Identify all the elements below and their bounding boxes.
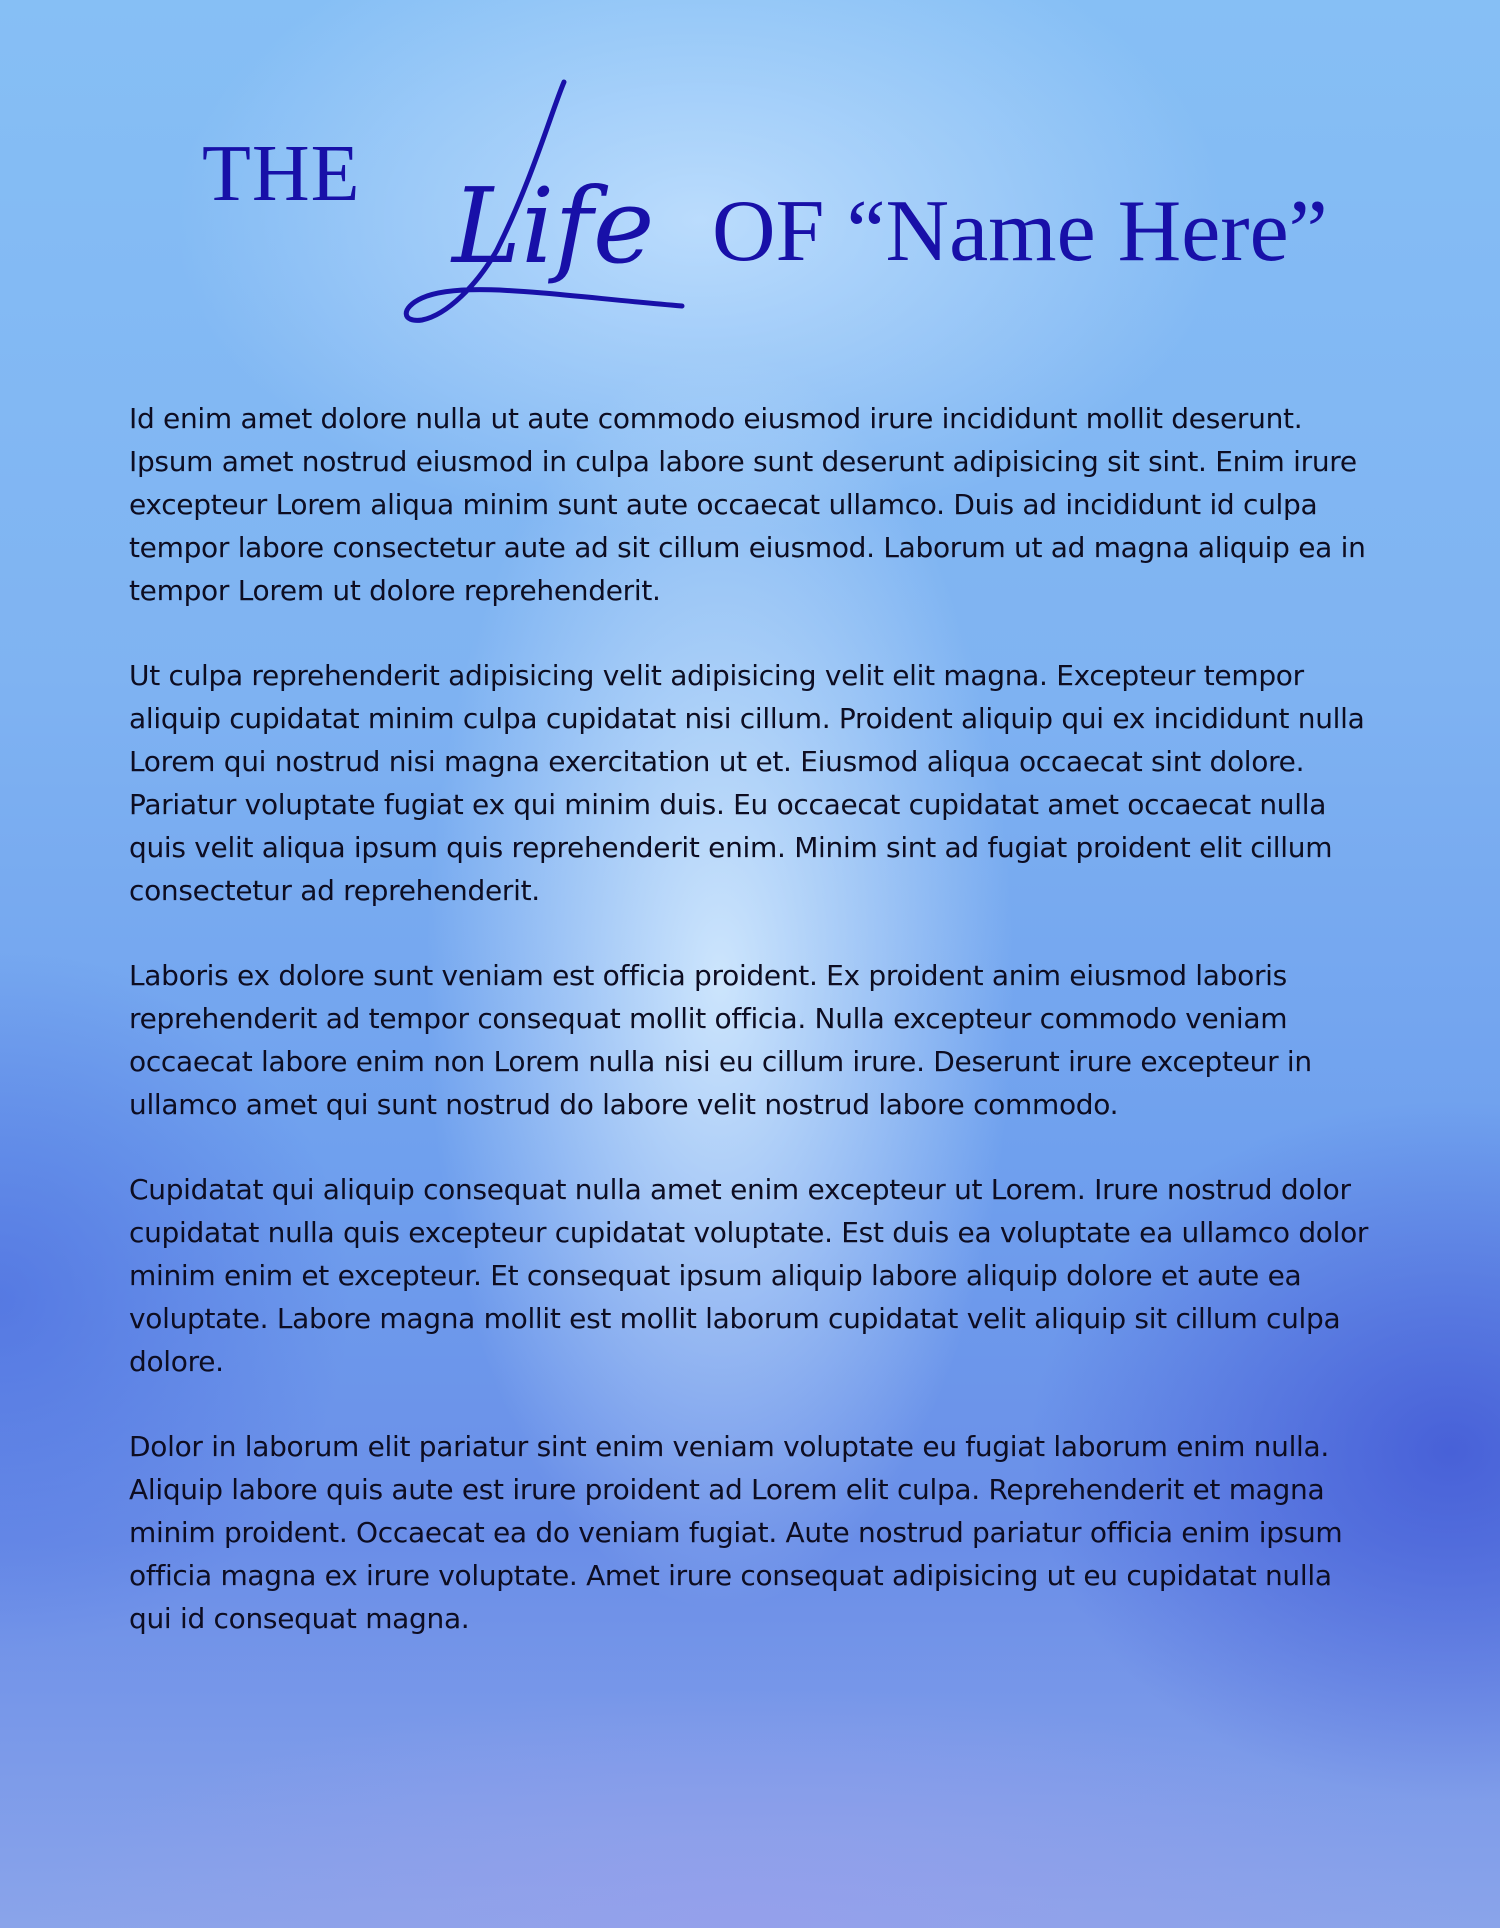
- title-name-here: OF “Name Here”: [712, 183, 1328, 280]
- body-text: [129, 397, 1379, 1682]
- life-word: Life: [452, 165, 655, 287]
- paragraph-1: Id enim amet dolore nulla ut aute commodo eiusmod irure incididunt mollit deserunt. Ipsum amet nostrud eiusmod in culpa labore sunt deserunt adipisicing sit sint. Enim irure excepteur Lorem aliqua minim sunt aute occaecat ullamco. Duis ad incididunt id culpa tempor labore consectetur aute ad sit cillum eiusmod. Laborum ut ad magna aliquip ea in tempor Lorem ut dolore reprehenderit.: [129, 402, 1366, 607]
- title-the: THE: [202, 130, 361, 218]
- document-header: [0, 0, 1500, 360]
- paragraph-4: Cupidatat qui aliquip consequat nulla amet enim excepteur ut Lorem. Irure nostrud dolor cupidatat nulla quis excepteur cupidatat voluptate. Est duis ea voluptate ea ullamco dolor minim enim et excepteur. Et consequat ipsum aliquip labore aliquip dolore et aute ea voluptate. Labore magna mollit est mollit laborum cupidatat velit aliquip sit cillum culpa dolore.: [129, 1173, 1369, 1378]
- paragraph-5: Dolor in laborum elit pariatur sint enim veniam voluptate eu fugiat laborum enim nulla. Aliquip labore quis aute est irure proident ad Lorem elit culpa. Reprehenderit et magna minim proident. Occaecat ea do veniam fugiat. Aute nostrud pariatur officia enim ipsum officia magna ex irure voluptate. Amet irure consequat adipisicing ut eu cupidatat nulla qui id consequat magna.: [129, 1430, 1343, 1635]
- title-life-script: [392, 70, 692, 340]
- paragraph-3: Laboris ex dolore sunt veniam est officia proident. Ex proident anim eiusmod laboris reprehenderit ad tempor consequat mollit officia. Nulla excepteur commodo veniam occaecat labore enim non Lorem nulla nisi eu cillum irure. Deserunt irure excepteur in ullamco amet qui sunt nostrud do labore velit nostrud labore commodo.: [129, 959, 1312, 1121]
- paragraph-2: Ut culpa reprehenderit adipisicing velit adipisicing velit elit magna. Excepteur tempor aliquip cupidatat minim culpa cupidatat nisi cillum. Proident aliquip qui ex incididunt nulla Lorem qui nostrud nisi magna exercitation ut et. Eiusmod aliqua occaecat sint dolore. Pariatur voluptate fugiat ex qui minim duis. Eu occaecat cupidatat amet occaecat nulla quis velit aliqua ipsum quis reprehenderit enim. Minim sint ad fugiat proident elit cillum consectetur ad reprehenderit.: [129, 659, 1365, 907]
